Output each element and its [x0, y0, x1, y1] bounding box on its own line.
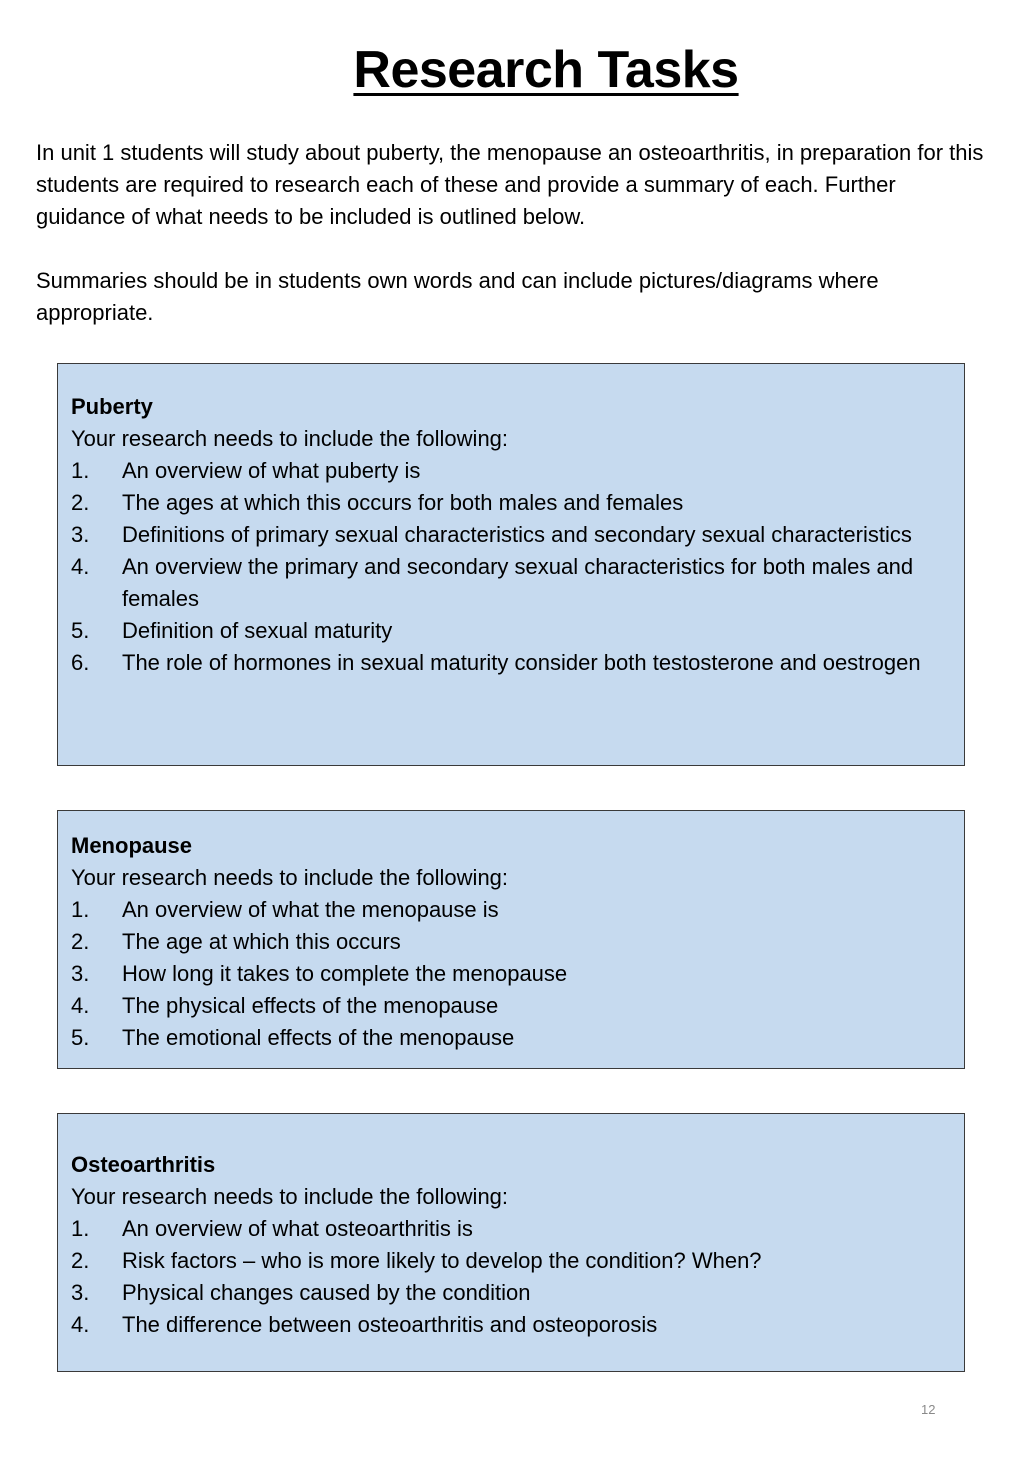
list-item	[71, 926, 952, 958]
list-item-text: The emotional effects of the menopause	[122, 1025, 515, 1050]
list-item-text: An overview the primary and secondary sexual characteristics for both males and females	[122, 554, 914, 611]
list-item-text: How long it takes to complete the menopause	[122, 961, 568, 986]
intro-text	[36, 137, 986, 329]
list-item	[71, 1309, 952, 1341]
list-item-number: 1.	[71, 1216, 90, 1241]
list-item-number: 3.	[71, 1280, 90, 1305]
list-item-number: 6.	[71, 650, 90, 675]
task-intro: Your research needs to include the following:	[71, 426, 509, 451]
list-item-text: The age at which this occurs	[122, 929, 401, 954]
list-item-text: An overview of what the menopause is	[122, 897, 499, 922]
task-intro: Your research needs to include the following:	[71, 865, 509, 890]
task-box-menopause	[57, 810, 965, 1069]
task-heading: Puberty	[71, 394, 153, 419]
list-item-number: 1.	[71, 897, 90, 922]
list-item	[71, 615, 952, 647]
list-item	[71, 990, 952, 1022]
task-intro: Your research needs to include the following:	[71, 1184, 509, 1209]
list-item	[71, 958, 952, 990]
list-item-text: The difference between osteoarthritis and osteoporosis	[122, 1312, 658, 1337]
list-item-number: 1.	[71, 458, 90, 483]
list-item-text: Physical changes caused by the condition	[122, 1280, 531, 1305]
list-item-number: 3.	[71, 961, 90, 986]
list-item	[71, 487, 952, 519]
list-item-number: 5.	[71, 618, 90, 643]
task-list	[71, 894, 952, 1054]
list-item-text: An overview of what osteoarthritis is	[122, 1216, 473, 1241]
task-box-puberty	[57, 363, 965, 766]
task-box-osteoarthritis	[57, 1113, 965, 1372]
task-heading: Menopause	[71, 833, 193, 858]
list-item-number: 5.	[71, 1025, 90, 1050]
list-item-text: The physical effects of the menopause	[122, 993, 499, 1018]
list-item-number: 4.	[71, 1312, 90, 1337]
list-item	[71, 551, 952, 615]
list-item-text: Definition of sexual maturity	[122, 618, 393, 643]
page-title: Research Tasks	[353, 41, 739, 99]
list-item-text: Risk factors – who is more likely to develop the condition? When?	[122, 1248, 762, 1273]
list-item-text: An overview of what puberty is	[122, 458, 421, 483]
task-heading: Osteoarthritis	[71, 1152, 216, 1177]
list-item-number: 2.	[71, 1248, 90, 1273]
list-item	[71, 1022, 952, 1054]
list-item-text: Definitions of primary sexual characteristics and secondary sexual characteristics	[122, 522, 912, 547]
task-list	[71, 1213, 952, 1341]
list-item-text: The ages at which this occurs for both males and females	[122, 490, 684, 515]
list-item-number: 2.	[71, 490, 90, 515]
list-item-number: 4.	[71, 554, 90, 579]
task-list	[71, 455, 952, 679]
list-item-number: 3.	[71, 522, 90, 547]
list-item-text: The role of hormones in sexual maturity consider both testosterone and oestrogen	[122, 650, 921, 675]
list-item	[71, 455, 952, 487]
list-item	[71, 1213, 952, 1245]
page-number: 12	[921, 1402, 936, 1417]
list-item	[71, 1277, 952, 1309]
list-item-number: 2.	[71, 929, 90, 954]
intro-paragraph: Summaries should be in students own words and can include pictures/diagrams where appropriate.	[36, 268, 879, 325]
list-item	[71, 519, 952, 551]
intro-paragraph: In unit 1 students will study about puberty, the menopause an osteoarthritis, in preparation for this students are required to research each of these and provide a summary of each. Further guidance of what needs to be included is outlined below.	[36, 140, 984, 229]
list-item	[71, 1245, 952, 1277]
list-item	[71, 647, 952, 679]
list-item	[71, 894, 952, 926]
list-item-number: 4.	[71, 993, 90, 1018]
